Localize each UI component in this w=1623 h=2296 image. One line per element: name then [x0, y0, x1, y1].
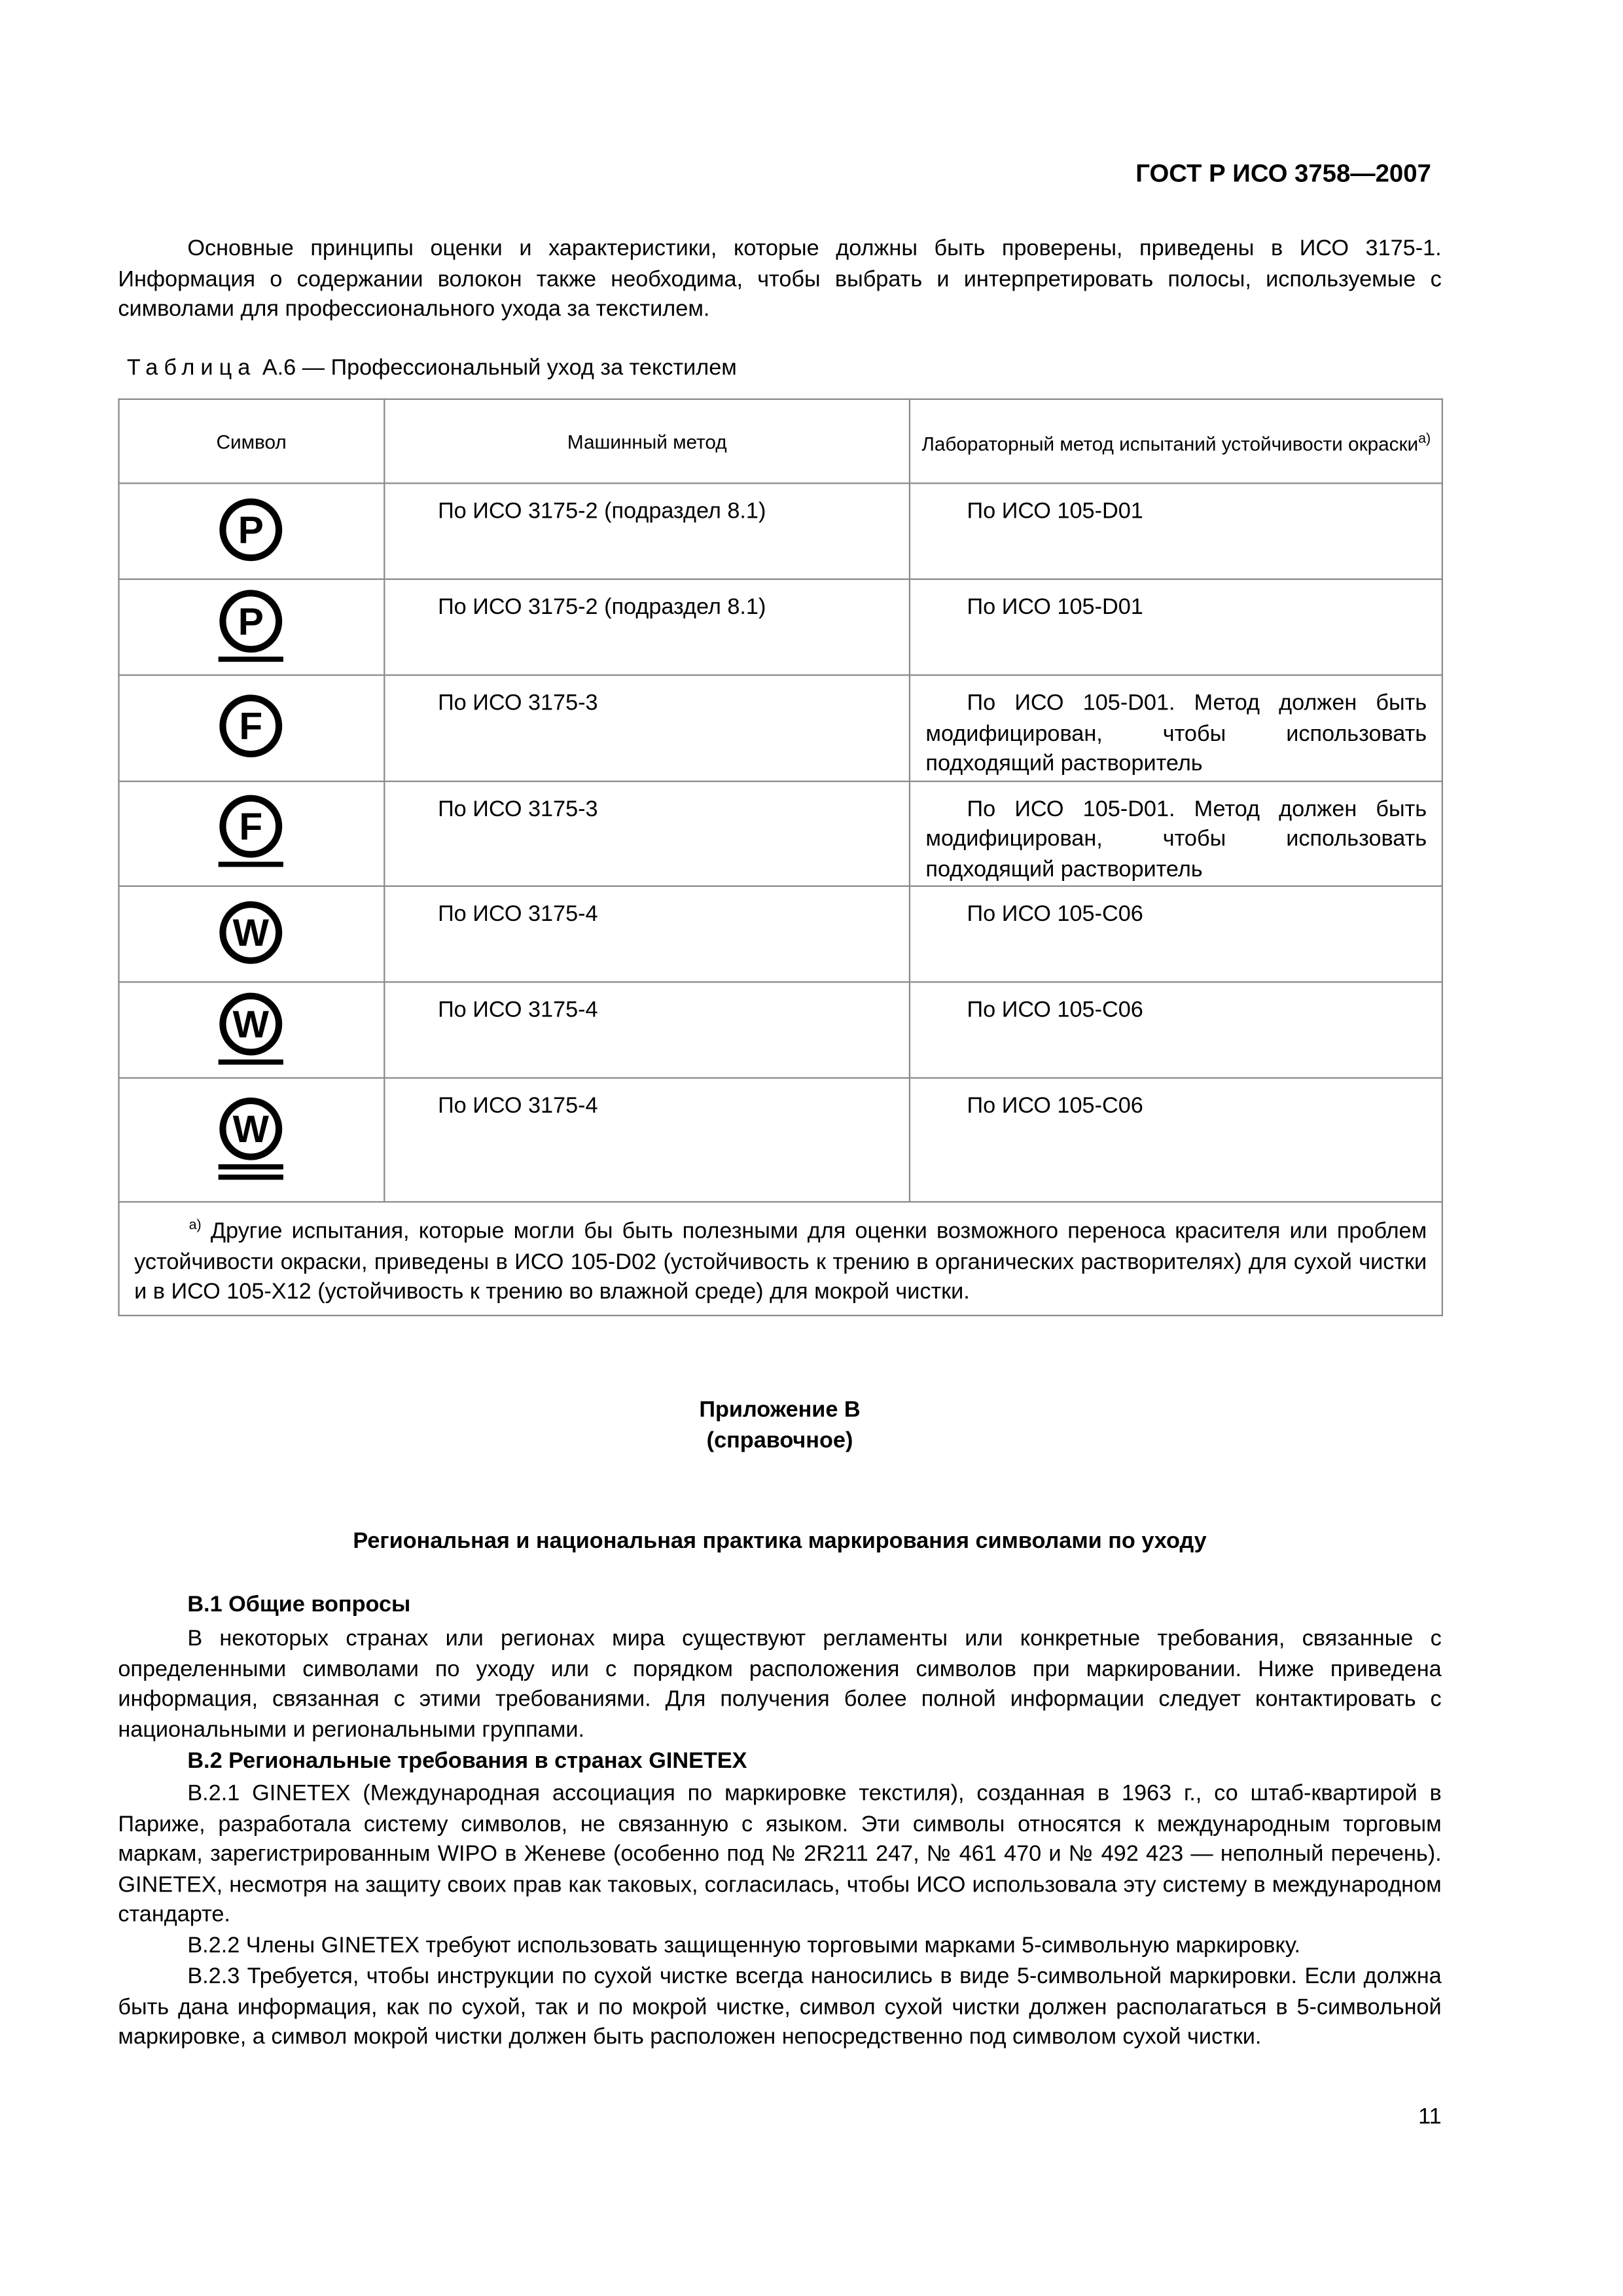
- lab-method-text: По ИСО 105-C06: [967, 1093, 1143, 1119]
- section-b2-title: B.2 Региональные требования в странах GINETEX: [187, 1748, 747, 1774]
- table-row: [118, 982, 1442, 1078]
- symbol-cell: [118, 675, 383, 780]
- footnote-text: Другие испытания, которые могли бы быть полезными для оценки возможного переноса красителя или проблем устойчивости окраски, приведены в ИСО 105-D02 (устойчивость к трению в органических растворителях) для сухой чистки и в ИСО 105-X12 (устойчивость к трению во влажной среде) для мокрой чистки.: [134, 1219, 1427, 1305]
- standard-header: ГОСТ Р ИСО 3758—2007: [1135, 159, 1431, 188]
- circle-f-underline-icon: [217, 795, 285, 872]
- symbol-cell: [118, 886, 383, 982]
- circle-p-underline-icon: [217, 588, 285, 666]
- underline-bar: [219, 1059, 284, 1064]
- circle-f-icon: [217, 694, 285, 762]
- care-table: [118, 399, 1443, 1316]
- symbol-letter: W: [233, 1002, 270, 1045]
- col-header-lab-text: Лабораторный метод испытаний устойчивости окраски: [921, 433, 1419, 455]
- col-header-symbol: Символ: [118, 399, 383, 484]
- symbol-letter: F: [240, 806, 264, 849]
- machine-method-cell: По ИСО 3175-4: [384, 982, 910, 1078]
- lab-method-text: По ИСО 105-D01. Метод должен быть модифицирован, чтобы использовать подходящий растворитель: [925, 691, 1427, 776]
- table-row: [118, 579, 1442, 675]
- table-caption-label: Таблица: [126, 355, 257, 381]
- symbol-letter: W: [233, 1107, 270, 1150]
- appendix-title: Приложение B: [699, 1397, 861, 1423]
- intro-paragraph: Основные принципы оценки и характеристики, которые должны быть проверены, приведены в ИСО 3175-1. Информация о содержании волокон также необходима, чтобы выбрать и интерпретировать полосы, используемые с символами для профессионального ухода за текстилем.: [118, 236, 1442, 322]
- table-footnote: [118, 1202, 1442, 1315]
- col-header-machine: Машинный метод: [384, 399, 910, 484]
- lab-method-text: По ИСО 105-D01. Метод должен быть модифицирован, чтобы использовать подходящий растворитель: [925, 796, 1427, 882]
- lab-method-cell: [910, 886, 1442, 982]
- table-row: [118, 1078, 1442, 1202]
- footnote-mark: а): [188, 1217, 202, 1234]
- lab-method-cell: [910, 675, 1442, 780]
- symbol-letter: P: [238, 600, 264, 643]
- circle-w-icon: [217, 900, 285, 968]
- table-row: [118, 781, 1442, 886]
- symbol-letter: P: [238, 509, 264, 552]
- symbol-letter: F: [240, 706, 264, 749]
- lab-method-cell: [910, 579, 1442, 675]
- table-row: [118, 886, 1442, 982]
- section-b23-text: В.2.3 Требуется, чтобы инструкции по сухой чистке всегда наносились в виде 5-символьной маркировки. Если должна быть дана информация, как по сухой, так и по мокрой чистке, символ сухой чистки должен располагаться в 5-символьной маркировке, а символ мокрой чистки должен быть расположен непосредственно под символом сухой чистки.: [118, 1964, 1442, 2050]
- col-header-lab: [910, 399, 1442, 484]
- section-b21-text: В.2.1 GINETEX (Международная ассоциация по маркировке текстиля), созданная в 1963 г., со штаб-квартирой в Париже, разработала систему символов, не связанную с языком. Эти символы относятся к международным торговым маркам, зарегистрированным WIPO в Женеве (особенно под № 2R211 247, № 461 470 и № 492 423 — неполный перечень). GINETEX, несмотря на защиту своих прав как таковых, согласилась, чтобы ИСО использовала эту систему в международном стандарте.: [118, 1781, 1442, 1928]
- underline-bar: [219, 1164, 284, 1169]
- underline-bar: [219, 1174, 284, 1179]
- symbol-cell: [118, 579, 383, 675]
- underline-bar: [219, 656, 284, 661]
- section-b22-text: В.2.2 Члены GINETEX требуют использовать защищенную торговыми марками 5-символьную маркировку.: [187, 1933, 1301, 1958]
- symbol-cell: [118, 483, 383, 579]
- col-header-lab-sup: а): [1418, 430, 1431, 447]
- symbol-letter: W: [233, 912, 270, 955]
- circle-w-double-underline-icon: [217, 1096, 285, 1184]
- lab-method-cell: [910, 781, 1442, 886]
- table-footnote-row: [118, 1202, 1442, 1315]
- table-row: [118, 483, 1442, 579]
- machine-method-cell: По ИСО 3175-4: [384, 1078, 910, 1202]
- table-caption-text: А.6 — Профессиональный уход за текстилем: [256, 355, 737, 381]
- circle-w-underline-icon: [217, 991, 285, 1069]
- table-caption: [127, 355, 737, 380]
- appendix-heading: Региональная и национальная практика маркирования символами по уходу: [353, 1528, 1207, 1554]
- lab-method-text: По ИСО 105-C06: [967, 901, 1143, 927]
- machine-method-cell: По ИСО 3175-4: [384, 886, 910, 982]
- symbol-cell: [118, 1078, 383, 1202]
- table-row: [118, 675, 1442, 780]
- circle-p-icon: [217, 497, 285, 565]
- lab-method-cell: [910, 982, 1442, 1078]
- machine-method-cell: По ИСО 3175-2 (подраздел 8.1): [384, 483, 910, 579]
- table-header-row: [118, 399, 1442, 484]
- section-b1-text: В некоторых странах или регионах мира существуют регламенты или конкретные требования, связанные с определенными символами по уходу или с порядком расположения символов при маркировании. Ниже приведена информация, связанная с этими требованиями. Для получения более полной информации следует контактировать с национальными и региональными группами.: [118, 1626, 1442, 1742]
- appendix-subtitle: (справочное): [706, 1428, 853, 1454]
- symbol-cell: [118, 982, 383, 1078]
- machine-method-cell: По ИСО 3175-2 (подраздел 8.1): [384, 579, 910, 675]
- lab-method-cell: [910, 483, 1442, 579]
- symbol-cell: [118, 781, 383, 886]
- machine-method-cell: По ИСО 3175-3: [384, 675, 910, 780]
- lab-method-text: По ИСО 105-D01: [967, 499, 1143, 524]
- machine-method-cell: По ИСО 3175-3: [384, 781, 910, 886]
- section-b1-title: B.1 Общие вопросы: [187, 1592, 411, 1617]
- page-number: 11: [1418, 2104, 1442, 2130]
- lab-method-text: По ИСО 105-D01: [967, 594, 1143, 620]
- underline-bar: [219, 862, 284, 867]
- lab-method-text: По ИСО 105-C06: [967, 997, 1143, 1023]
- lab-method-cell: [910, 1078, 1442, 1202]
